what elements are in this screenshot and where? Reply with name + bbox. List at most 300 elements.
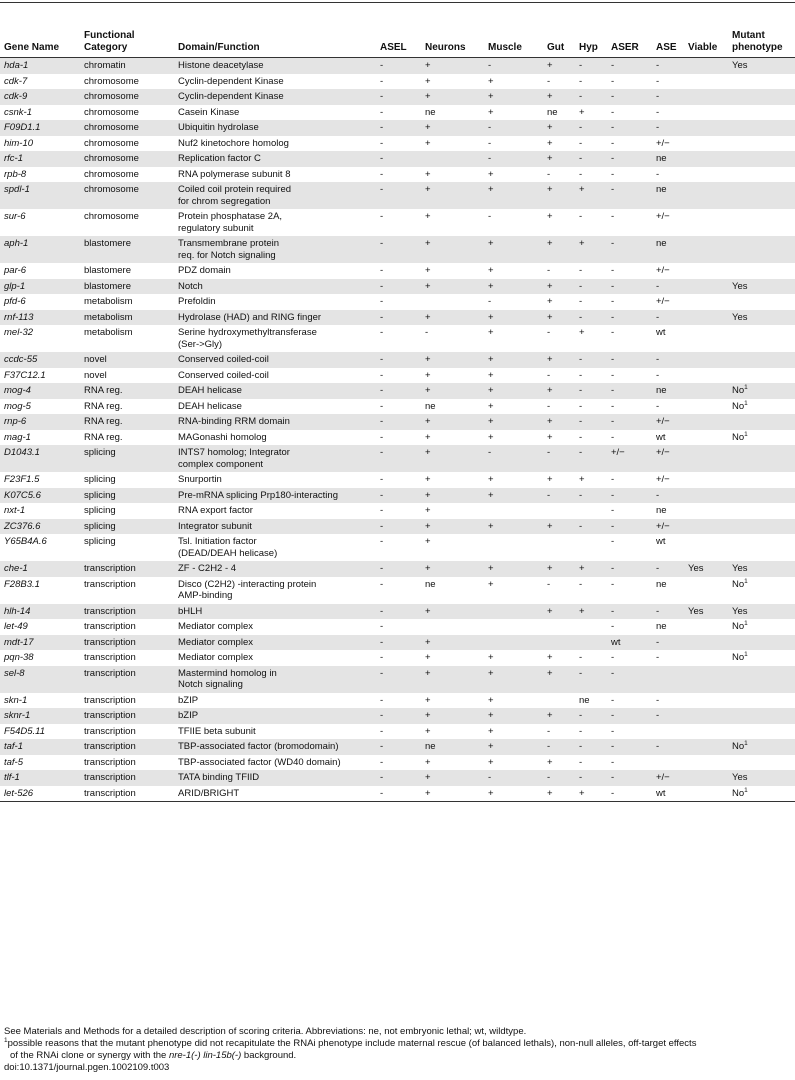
muscle-cell (484, 503, 543, 519)
muscle-cell: - (484, 58, 543, 74)
gene-name-cell: pfd-6 (4, 296, 26, 307)
ase-cell: wt (652, 786, 684, 802)
mutant-phenotype-cell: Yes (728, 604, 795, 620)
neurons-cell: + (425, 756, 431, 768)
neurons-cell: + (421, 708, 484, 724)
gut-cell: - (547, 578, 551, 590)
category-cell: transcription (80, 666, 174, 693)
domain-cell: TBP-associated factor (WD40 domain) (178, 756, 341, 768)
aser-cell: wt (607, 635, 652, 651)
mutant-phenotype-cell (728, 136, 795, 152)
hyp-cell: - (575, 708, 607, 724)
ase-cell: ne (652, 383, 684, 399)
aser-cell: - (611, 265, 615, 276)
gene-name-cell: F23F1.5 (4, 474, 40, 485)
muscle-cell: + (488, 400, 494, 412)
hyp-cell: - (579, 400, 583, 412)
hyp-cell: - (579, 756, 583, 768)
ase-cell (652, 724, 684, 740)
neurons-cell: + (421, 383, 484, 399)
asel-cell: - (376, 519, 421, 535)
category-cell: chromosome (80, 120, 174, 136)
mutant-phenotype-cell (728, 472, 795, 488)
table-row (0, 294, 795, 310)
table-row (0, 635, 795, 651)
gene-name-cell: glp-1 (0, 279, 80, 295)
top-rule (0, 2, 795, 3)
table-footnotes (4, 1026, 794, 1074)
hyp-cell: - (575, 519, 607, 535)
hyp-cell: - (575, 414, 607, 430)
neurons-cell: + (421, 519, 484, 535)
neurons-cell: + (425, 265, 431, 276)
domain-cell: bZIP (174, 708, 376, 724)
domain-cell: Transmembrane protein req. for Notch signaling (174, 236, 376, 263)
domain-cell: Notch (174, 279, 376, 295)
gut-cell: + (543, 352, 575, 368)
aser-cell: +/− (607, 445, 652, 472)
ase-cell: - (652, 120, 684, 136)
viable-cell (684, 182, 728, 209)
viable-cell (684, 120, 728, 136)
neurons-cell: + (421, 770, 484, 786)
ase-cell: +/− (652, 445, 684, 472)
gut-cell: - (547, 400, 551, 412)
muscle-cell: - (488, 296, 492, 307)
hyp-cell: - (575, 120, 607, 136)
ase-cell: - (652, 635, 684, 651)
col-gene-name: Gene Name (0, 30, 80, 58)
category-cell: splicing (80, 519, 174, 535)
aser-cell: - (607, 561, 652, 577)
domain-cell: Tsl. Initiation factor (DEAD/DEAH helicase) (178, 536, 278, 559)
viable-cell (684, 755, 728, 771)
hyp-cell: - (579, 296, 583, 307)
asel-cell: - (376, 708, 421, 724)
hyp-cell: - (575, 488, 607, 504)
domain-cell: Snurportin (178, 474, 222, 485)
gut-cell: + (543, 561, 575, 577)
ase-cell: ne (656, 578, 667, 590)
hyp-cell: + (575, 604, 607, 620)
gene-name-cell: hlh-14 (0, 604, 80, 620)
gene-name-cell: him-10 (4, 137, 34, 149)
muscle-cell: + (484, 279, 543, 295)
domain-cell: bZIP (178, 694, 199, 706)
table-row (0, 182, 795, 209)
gut-cell: + (543, 414, 575, 430)
neurons-cell: + (425, 211, 431, 222)
asel-cell: - (380, 211, 384, 222)
hyp-cell: ne (579, 694, 590, 706)
neurons-cell: + (425, 431, 431, 443)
aser-cell: - (607, 708, 652, 724)
gene-name-cell: cdk-9 (0, 89, 80, 105)
aser-cell: - (607, 236, 652, 263)
asel-cell: - (380, 296, 384, 307)
asel-cell: - (376, 120, 421, 136)
gut-cell (543, 693, 575, 709)
mutant-phenotype-cell (728, 445, 795, 472)
ase-cell: wt (656, 536, 666, 547)
ase-cell: - (652, 739, 684, 755)
table-row (0, 708, 795, 724)
hyp-cell: - (579, 652, 583, 663)
table-row (0, 604, 795, 620)
ase-cell: - (652, 310, 684, 326)
table-row (0, 136, 795, 152)
table-row (0, 534, 795, 561)
category-cell: chromatin (80, 58, 174, 74)
table-row (0, 488, 795, 504)
muscle-cell: + (484, 666, 543, 693)
gene-name-cell: mog-5 (4, 400, 31, 412)
col-functional-category: Functional Category (80, 30, 174, 58)
gene-name-cell: tlf-1 (0, 770, 80, 786)
table-row (0, 561, 795, 577)
domain-cell: MAGonashi homolog (178, 431, 267, 443)
aser-cell: - (607, 120, 652, 136)
muscle-cell: + (484, 310, 543, 326)
hyp-cell: - (579, 265, 583, 276)
muscle-cell: + (484, 519, 543, 535)
neurons-cell: + (425, 505, 431, 516)
aser-cell: - (607, 519, 652, 535)
viable-cell (684, 58, 728, 74)
category-cell: transcription (80, 770, 174, 786)
asel-cell: - (380, 578, 384, 590)
table-row (0, 472, 795, 488)
gene-name-cell: F37C12.1 (4, 369, 46, 381)
aser-cell: - (607, 414, 652, 430)
hyp-cell: - (579, 137, 583, 149)
viable-cell (684, 209, 728, 236)
table-row (0, 445, 795, 472)
hyp-cell (575, 619, 607, 635)
aser-cell: - (607, 786, 652, 802)
muscle-cell: + (488, 652, 494, 663)
category-cell: RNA reg. (80, 383, 174, 399)
category-cell: transcription (84, 652, 136, 663)
viable-cell (684, 89, 728, 105)
col-ase: ASE (652, 30, 684, 58)
category-cell: metabolism (84, 327, 133, 338)
ase-cell: - (652, 488, 684, 504)
viable-cell (684, 650, 728, 666)
table-row (0, 519, 795, 535)
hyp-cell: + (575, 786, 607, 802)
ase-cell: +/− (656, 474, 670, 485)
asel-cell: - (376, 151, 421, 167)
footnote-1-cont: of the RNAi clone or synergy with the nre-1(-) lin-15b(-) background. (10, 1050, 297, 1061)
gut-cell: + (543, 519, 575, 535)
asel-cell: - (380, 652, 384, 663)
gene-name-cell: sel-8 (0, 666, 80, 693)
aser-cell: - (611, 296, 615, 307)
ase-cell: - (656, 369, 660, 381)
domain-cell: TATA binding TFIID (174, 770, 376, 786)
muscle-cell: + (488, 369, 494, 381)
aser-cell: - (611, 400, 615, 412)
mutant-phenotype-cell: No$^1$ (732, 577, 748, 590)
asel-cell: - (376, 182, 421, 209)
asel-cell: - (380, 400, 384, 412)
neurons-cell: - (425, 327, 429, 338)
gut-cell: + (547, 756, 553, 768)
muscle-cell: + (484, 236, 543, 263)
neurons-cell: + (421, 561, 484, 577)
asel-cell: - (376, 58, 421, 74)
category-cell: chromosome (84, 75, 139, 87)
asel-cell: - (380, 505, 384, 516)
viable-cell (684, 74, 728, 90)
neurons-cell: + (421, 279, 484, 295)
table-row (0, 503, 795, 519)
mutant-phenotype-cell (728, 89, 795, 105)
gut-cell (543, 503, 575, 519)
viable-cell (684, 279, 728, 295)
category-cell: transcription (80, 739, 174, 755)
ase-cell: - (652, 604, 684, 620)
gene-name-cell: let-526 (0, 786, 80, 802)
viable-cell (684, 136, 728, 152)
table-row (0, 399, 795, 415)
table-row (0, 151, 795, 167)
hyp-cell: - (579, 211, 583, 222)
muscle-cell: + (488, 75, 494, 87)
gut-cell (543, 619, 575, 635)
viable-cell (684, 635, 728, 651)
domain-cell: Casein Kinase (178, 106, 240, 118)
table-row (0, 368, 795, 384)
ase-cell: wt (656, 327, 666, 338)
neurons-cell (421, 294, 484, 310)
neurons-cell: + (425, 369, 431, 381)
asel-cell: - (376, 310, 421, 326)
hyp-cell (575, 534, 607, 561)
gut-cell: + (547, 296, 553, 307)
neurons-cell: + (421, 182, 484, 209)
table-row (0, 58, 795, 74)
mutant-phenotype-cell (728, 534, 795, 561)
gene-name-cell: ZC376.6 (0, 519, 80, 535)
asel-cell: - (376, 352, 421, 368)
hyp-cell: + (579, 106, 585, 118)
domain-cell: Replication factor C (174, 151, 376, 167)
domain-cell: Integrator subunit (174, 519, 376, 535)
mutant-phenotype-cell (728, 724, 795, 740)
mutant-phenotype-cell (728, 488, 795, 504)
muscle-cell: + (488, 725, 494, 737)
aser-cell: - (611, 211, 615, 222)
viable-cell (684, 666, 728, 693)
viable-cell (684, 294, 728, 310)
hyp-cell: - (579, 431, 583, 443)
category-cell: RNA reg. (84, 431, 123, 443)
gene-name-cell: Y65B4A.6 (4, 536, 47, 547)
viable-cell (684, 414, 728, 430)
category-cell: transcription (84, 694, 136, 706)
table-row (0, 263, 795, 279)
table-row (0, 693, 795, 709)
gene-name-cell: rpb-8 (4, 168, 27, 180)
hyp-cell: + (575, 236, 607, 263)
category-cell: chromosome (84, 211, 139, 222)
mutant-phenotype-cell (728, 503, 795, 519)
gene-name-cell: ccdc-55 (0, 352, 80, 368)
muscle-cell (484, 534, 543, 561)
muscle-cell: - (484, 445, 543, 472)
gene-name-cell: K07C5.6 (0, 488, 80, 504)
table-row (0, 650, 795, 666)
neurons-cell: ne (425, 578, 436, 590)
aser-cell: - (607, 488, 652, 504)
gene-name-cell: F28B3.1 (4, 578, 40, 590)
neurons-cell: ne (425, 400, 436, 412)
mutant-phenotype-cell (728, 368, 795, 384)
gut-cell: + (543, 58, 575, 74)
aser-cell: - (611, 505, 615, 516)
aser-cell: - (607, 666, 652, 693)
mutant-phenotype-cell (728, 105, 795, 121)
table-row (0, 74, 795, 90)
asel-cell: - (380, 265, 384, 276)
category-cell: splicing (84, 505, 116, 516)
gene-name-cell: che-1 (0, 561, 80, 577)
viable-cell (684, 263, 728, 279)
ase-cell: +/− (656, 265, 670, 276)
ase-cell: - (652, 708, 684, 724)
aser-cell: - (607, 279, 652, 295)
mutant-phenotype-cell: Yes (728, 561, 795, 577)
mutant-phenotype-cell: Yes (728, 770, 795, 786)
header-row (0, 30, 795, 58)
asel-cell: - (380, 75, 384, 87)
category-cell: transcription (80, 786, 174, 802)
table-row (0, 236, 795, 263)
gene-name-cell: rnf-113 (0, 310, 80, 326)
muscle-cell: + (484, 786, 543, 802)
domain-cell: TFIIE beta subunit (178, 725, 256, 737)
hyp-cell: - (579, 578, 583, 590)
aser-cell: - (607, 604, 652, 620)
domain-cell: ARID/BRIGHT (174, 786, 376, 802)
category-cell: blastomere (80, 279, 174, 295)
aser-cell: - (611, 106, 615, 118)
gene-name-cell: skn-1 (4, 694, 28, 706)
hyp-cell (575, 635, 607, 651)
muscle-cell: + (488, 694, 494, 706)
table-row (0, 89, 795, 105)
domain-cell: RNA polymerase subunit 8 (178, 168, 291, 180)
muscle-cell: - (484, 151, 543, 167)
domain-cell: Cyclin-dependent Kinase (178, 75, 284, 87)
category-cell: metabolism (80, 310, 174, 326)
aser-cell: - (611, 652, 615, 663)
asel-cell: - (380, 725, 384, 737)
aser-cell: - (607, 58, 652, 74)
domain-cell: Ubiquitin hydrolase (174, 120, 376, 136)
gene-name-cell: cdk-7 (4, 75, 28, 87)
category-cell: RNA reg. (80, 414, 174, 430)
mutant-phenotype-cell: No$^1$ (728, 739, 795, 755)
viable-cell (684, 430, 728, 446)
hyp-cell: - (575, 445, 607, 472)
col-mutant-phenotype: Mutant phenotype (728, 30, 795, 58)
muscle-cell: + (484, 561, 543, 577)
asel-cell: - (376, 666, 421, 693)
category-cell: splicing (80, 488, 174, 504)
category-cell: transcription (84, 756, 136, 768)
domain-cell: Conserved coiled-coil (178, 369, 269, 381)
hyp-cell: + (575, 182, 607, 209)
category-cell: chromosome (84, 168, 139, 180)
table-row (0, 577, 795, 604)
asel-cell: - (376, 236, 421, 263)
viable-cell (684, 236, 728, 263)
category-cell: metabolism (84, 296, 133, 307)
ase-cell: +/− (652, 519, 684, 535)
ase-cell: +/− (652, 414, 684, 430)
neurons-cell: + (421, 414, 484, 430)
aser-cell: - (611, 756, 615, 768)
viable-cell (684, 770, 728, 786)
muscle-cell: + (488, 327, 494, 338)
muscle-cell: - (484, 120, 543, 136)
asel-cell: - (376, 561, 421, 577)
neurons-cell: + (425, 652, 431, 663)
asel-cell: - (376, 89, 421, 105)
asel-cell: - (380, 327, 384, 338)
neurons-cell: + (421, 635, 484, 651)
gut-cell: + (547, 137, 553, 149)
mutant-phenotype-cell: No$^1$ (728, 383, 795, 399)
gene-name-cell: rfc-1 (0, 151, 80, 167)
table-row (0, 430, 795, 446)
table-row (0, 383, 795, 399)
muscle-cell (484, 635, 543, 651)
neurons-cell: + (421, 666, 484, 693)
hyp-cell: - (575, 151, 607, 167)
muscle-cell: + (488, 474, 494, 485)
hyp-cell: - (575, 739, 607, 755)
domain-cell: Coiled coil protein required for chrom segregation (174, 182, 376, 209)
asel-cell: - (380, 474, 384, 485)
domain-cell: RNA-binding RRM domain (174, 414, 376, 430)
aser-cell: - (611, 725, 615, 737)
gut-cell: - (547, 75, 551, 87)
gene-name-cell: sur-6 (4, 211, 26, 222)
hyp-cell: - (579, 369, 583, 381)
gut-cell (543, 534, 575, 561)
neurons-cell: + (421, 604, 484, 620)
mutant-phenotype-cell: No$^1$ (732, 399, 748, 412)
aser-cell: - (611, 75, 615, 87)
col-muscle: Muscle (484, 30, 543, 58)
table-row (0, 755, 795, 771)
table-row (0, 209, 795, 236)
category-cell: transcription (80, 635, 174, 651)
category-cell: splicing (84, 536, 116, 547)
aser-cell: - (611, 369, 615, 381)
col-neurons: Neurons (421, 30, 484, 58)
gut-cell: + (543, 666, 575, 693)
gene-name-cell: nxt-1 (4, 505, 26, 516)
mutant-phenotype-cell: No$^1$ (728, 786, 795, 802)
category-cell: chromosome (84, 137, 139, 149)
asel-cell: - (376, 279, 421, 295)
neurons-cell: + (421, 120, 484, 136)
